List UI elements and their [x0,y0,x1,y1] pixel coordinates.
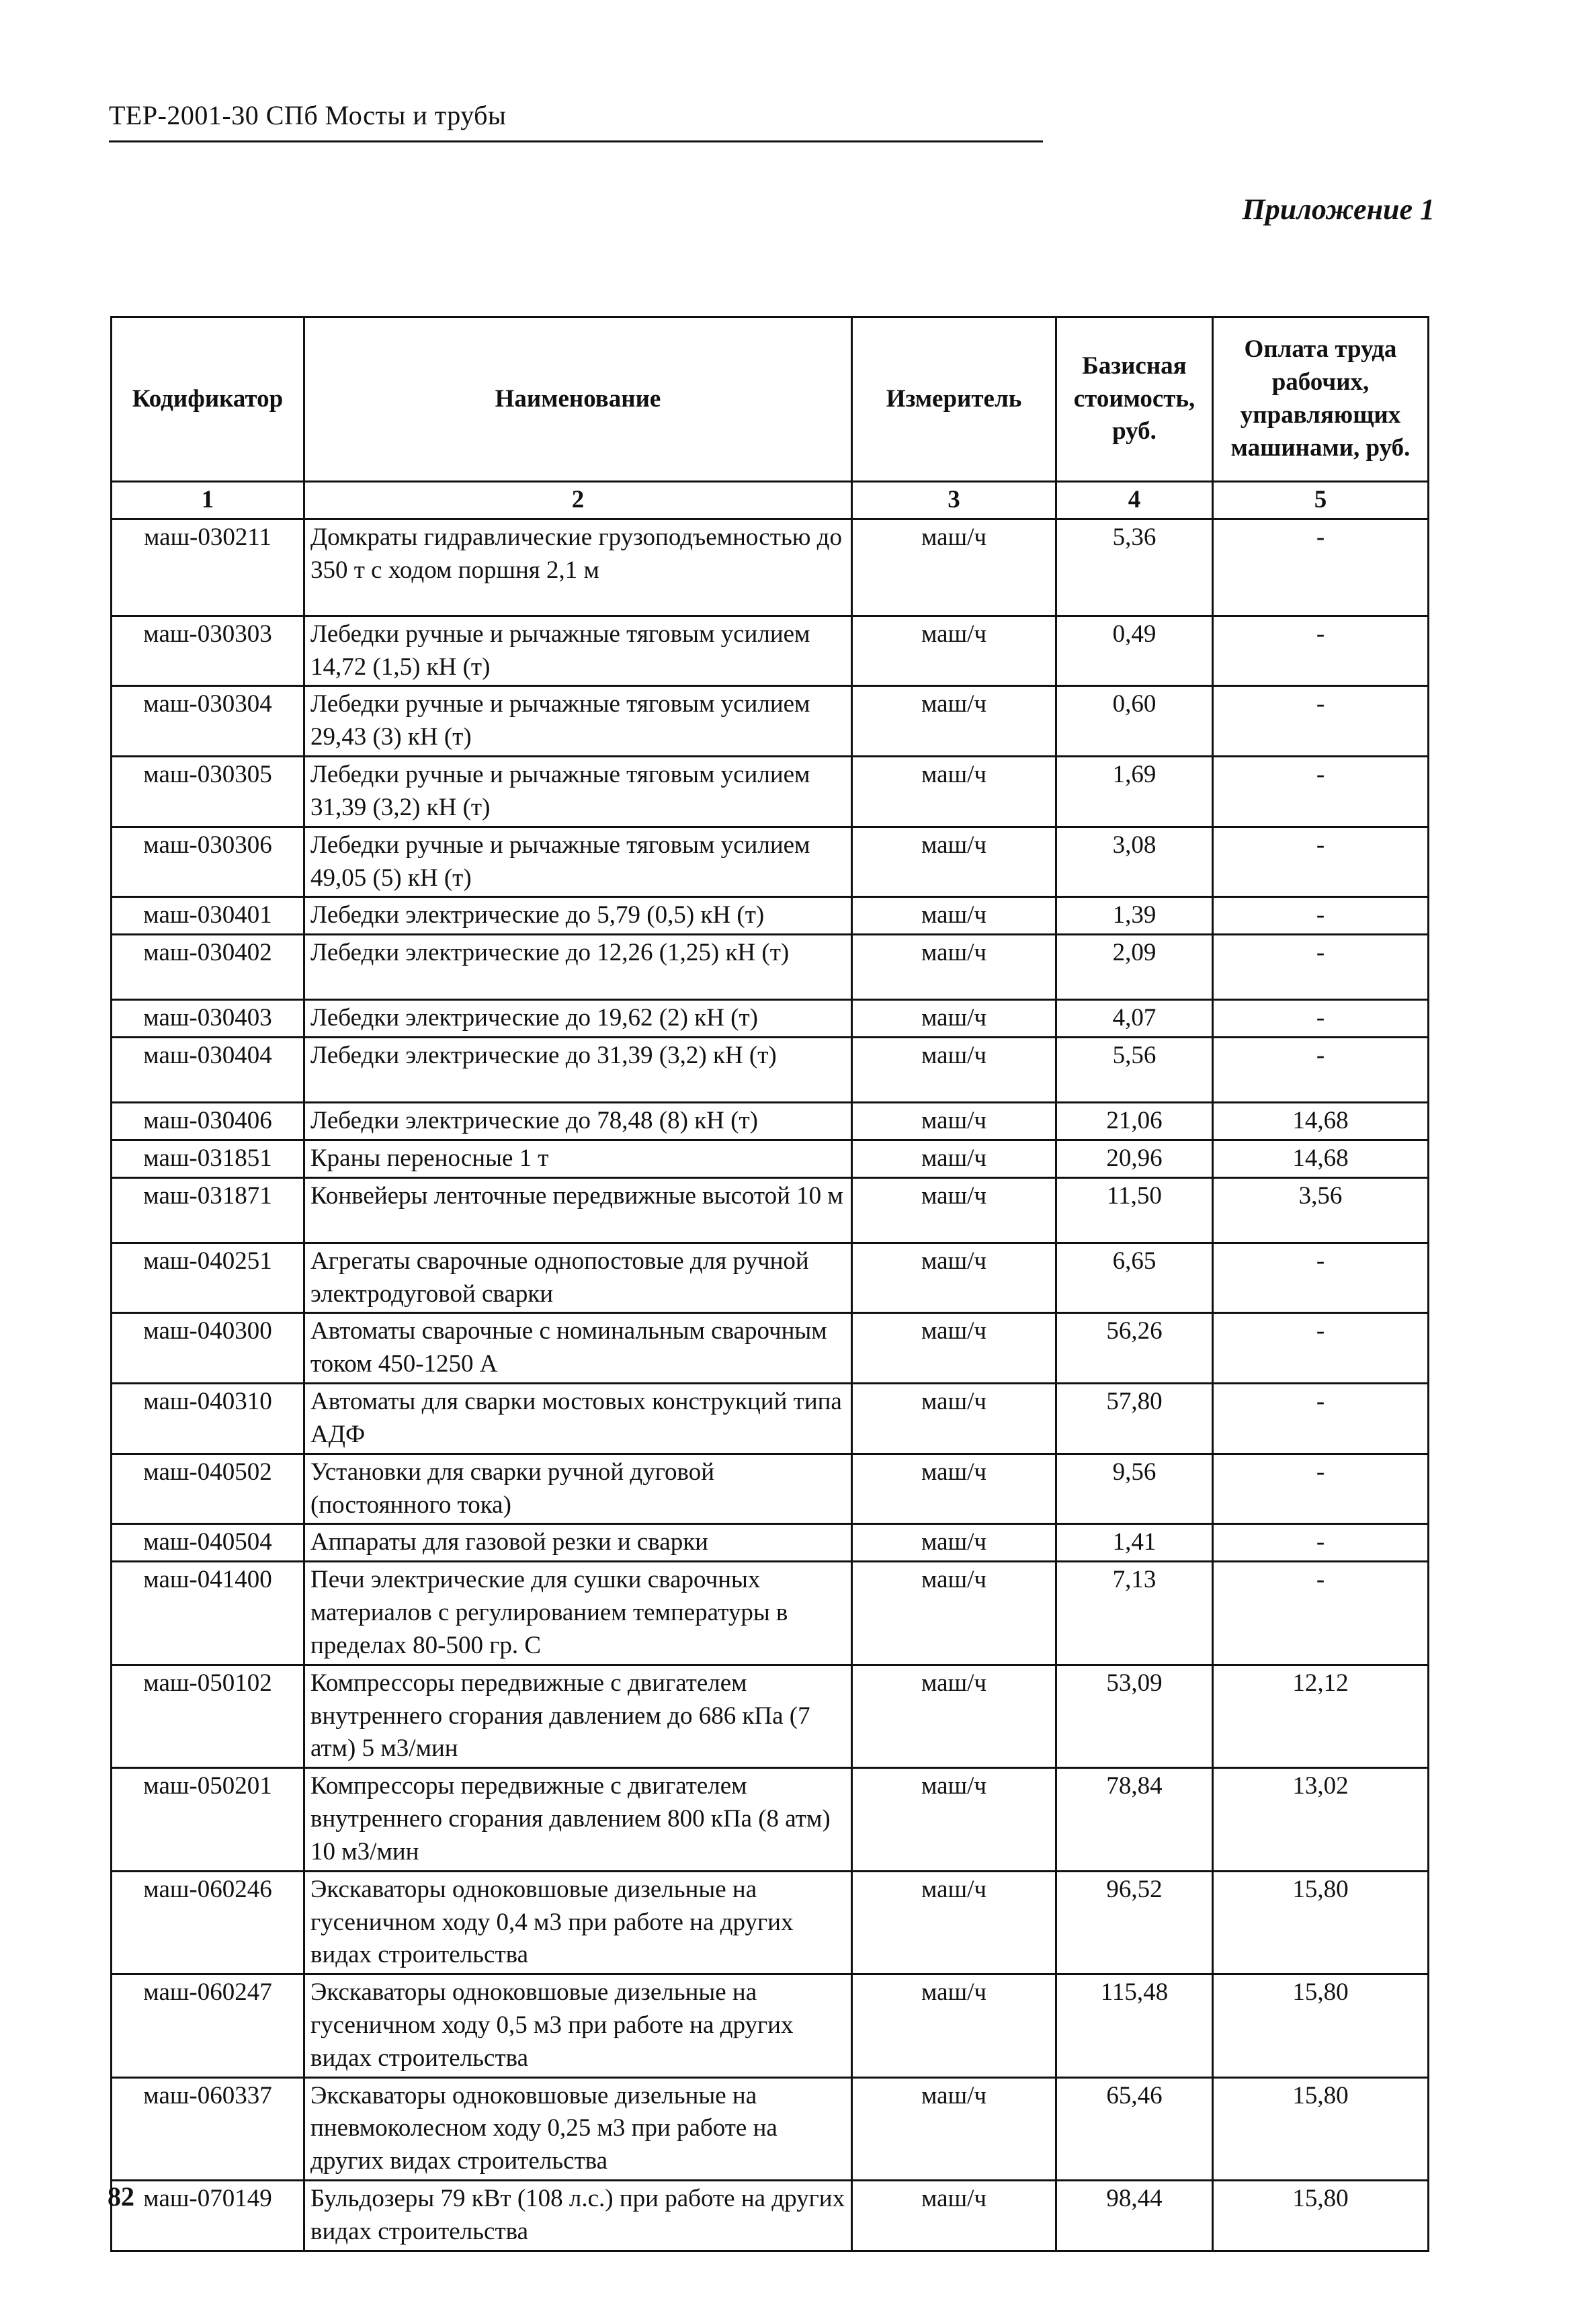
cell-wage: - [1213,1524,1429,1562]
cell-name: Компрессоры передвижные с двигателем внутреннего сгорания давлением 800 кПа (8 атм) 10 м3/мин [304,1768,852,1871]
cell-cost: 98,44 [1056,2181,1213,2251]
cell-wage: - [1213,757,1429,827]
cell-cost: 20,96 [1056,1140,1213,1177]
cell-name: Экскаваторы одноковшовые дизельные на пневмоколесном ходу 0,25 м3 при работе на других видах строительства [304,2077,852,2180]
cell-wage: - [1213,1000,1429,1038]
cell-unit: маш/ч [852,897,1056,935]
column-header-wage: Оплата труда рабочих, управляющих машинами, руб. [1213,317,1429,482]
column-number: 3 [852,482,1056,519]
column-header-name: Наименование [304,317,852,482]
cell-wage: - [1213,1038,1429,1103]
table-row [112,897,1429,935]
table-row [112,1243,1429,1313]
appendix-label: Приложение 1 [1242,193,1435,226]
cell-name: Лебедки ручные и рычажные тяговым усилием 29,43 (3) кН (т) [304,686,852,757]
cell-code: маш-031851 [112,1140,304,1177]
cell-unit: маш/ч [852,1562,1056,1665]
cell-name: Домкраты гидравлические грузоподъемностью до 350 т с ходом поршня 2,1 м [304,519,852,616]
cell-cost: 2,09 [1056,935,1213,1000]
cell-wage: 3,56 [1213,1177,1429,1243]
cell-code: маш-030406 [112,1103,304,1140]
cell-wage: 15,80 [1213,1974,1429,2077]
cell-name: Экскаваторы одноковшовые дизельные на гусеничном ходу 0,5 м3 при работе на других видах строительства [304,1974,852,2077]
cell-unit: маш/ч [852,827,1056,897]
cell-name: Лебедки ручные и рычажные тяговым усилием 49,05 (5) кН (т) [304,827,852,897]
table-row [112,1454,1429,1524]
cell-unit: маш/ч [852,1038,1056,1103]
cell-wage: - [1213,897,1429,935]
table-row [112,827,1429,897]
cell-wage: 15,80 [1213,2181,1429,2251]
cell-wage: - [1213,1562,1429,1665]
cell-cost: 65,46 [1056,2077,1213,2180]
column-number: 2 [304,482,852,519]
cell-wage: 13,02 [1213,1768,1429,1871]
cell-unit: маш/ч [852,1871,1056,1974]
table-row [112,935,1429,1000]
cell-code: маш-050102 [112,1665,304,1767]
cell-cost: 53,09 [1056,1665,1213,1767]
table-column-numbers-row [112,482,1429,519]
table-row [112,1768,1429,1871]
cell-code: маш-030211 [112,519,304,616]
table-row [112,1562,1429,1665]
cell-code: маш-040504 [112,1524,304,1562]
cell-code: маш-050201 [112,1768,304,1871]
cell-unit: маш/ч [852,1000,1056,1038]
cell-cost: 6,65 [1056,1243,1213,1313]
cell-unit: маш/ч [852,1768,1056,1871]
cell-name: Автоматы для сварки мостовых конструкций типа АДФ [304,1384,852,1454]
table-row [112,2077,1429,2180]
cell-unit: маш/ч [852,2077,1056,2180]
cell-name: Печи электрические для сушки сварочных материалов с регулированием температуры в пределах 80-500 гр. С [304,1562,852,1665]
cell-cost: 5,56 [1056,1038,1213,1103]
cell-unit: маш/ч [852,1665,1056,1767]
cell-name: Бульдозеры 79 кВт (108 л.с.) при работе на других видах строительства [304,2181,852,2251]
cell-name: Автоматы сварочные с номинальным сварочным током 450-1250 А [304,1313,852,1384]
cell-unit: маш/ч [852,1140,1056,1177]
table-row [112,2181,1429,2251]
cell-wage: - [1213,1454,1429,1524]
cell-unit: маш/ч [852,1177,1056,1243]
cell-cost: 0,60 [1056,686,1213,757]
column-header-code: Кодификатор [112,317,304,482]
table-row [112,1140,1429,1177]
table-row [112,1974,1429,2077]
table-row [112,1000,1429,1038]
cell-code: маш-030304 [112,686,304,757]
cell-wage: - [1213,1384,1429,1454]
cell-name: Краны переносные 1 т [304,1140,852,1177]
cell-code: маш-040251 [112,1243,304,1313]
cell-wage: - [1213,935,1429,1000]
cell-wage: - [1213,1313,1429,1384]
table-row [112,686,1429,757]
cell-code: маш-060246 [112,1871,304,1974]
cell-unit: маш/ч [852,1103,1056,1140]
cell-cost: 9,56 [1056,1454,1213,1524]
cell-wage: 14,68 [1213,1140,1429,1177]
cell-unit: маш/ч [852,935,1056,1000]
cell-code: маш-040310 [112,1384,304,1454]
cell-code: маш-030403 [112,1000,304,1038]
cell-cost: 11,50 [1056,1177,1213,1243]
cell-name: Лебедки электрические до 5,79 (0,5) кН (т) [304,897,852,935]
cell-code: маш-041400 [112,1562,304,1665]
table-row [112,1038,1429,1103]
cell-cost: 4,07 [1056,1000,1213,1038]
table-row [112,1313,1429,1384]
cell-unit: маш/ч [852,1313,1056,1384]
cell-code: маш-030402 [112,935,304,1000]
cell-cost: 115,48 [1056,1974,1213,2077]
cell-unit: маш/ч [852,686,1056,757]
cell-wage: 15,80 [1213,2077,1429,2180]
cell-code: маш-070149 [112,2181,304,2251]
cell-cost: 5,36 [1056,519,1213,616]
cell-name: Установки для сварки ручной дуговой (постоянного тока) [304,1454,852,1524]
table-row [112,1524,1429,1562]
cell-cost: 78,84 [1056,1768,1213,1871]
cell-name: Компрессоры передвижные с двигателем внутреннего сгорания давлением до 686 кПа (7 атм) 5 м3/мин [304,1665,852,1767]
cell-wage: 14,68 [1213,1103,1429,1140]
cell-wage: 12,12 [1213,1665,1429,1767]
cell-cost: 96,52 [1056,1871,1213,1974]
column-number: 5 [1213,482,1429,519]
cell-code: маш-060247 [112,1974,304,2077]
cell-unit: маш/ч [852,2181,1056,2251]
table-row [112,616,1429,686]
table-row [112,1103,1429,1140]
column-number: 4 [1056,482,1213,519]
cell-name: Лебедки электрические до 19,62 (2) кН (т) [304,1000,852,1038]
cell-cost: 57,80 [1056,1384,1213,1454]
cell-wage: - [1213,1243,1429,1313]
cell-code: маш-030306 [112,827,304,897]
table-row [112,1384,1429,1454]
cell-code: маш-040502 [112,1454,304,1524]
column-number: 1 [112,482,304,519]
column-header-unit: Измеритель [852,317,1056,482]
cell-unit: маш/ч [852,757,1056,827]
table-row [112,1177,1429,1243]
column-header-cost: Базисная стоимость, руб. [1056,317,1213,482]
cell-unit: маш/ч [852,1454,1056,1524]
cell-cost: 56,26 [1056,1313,1213,1384]
cell-cost: 3,08 [1056,827,1213,897]
cell-wage: - [1213,519,1429,616]
document-title: ТЕР-2001-30 СПб Мосты и трубы [109,100,507,130]
cell-wage: - [1213,616,1429,686]
cell-unit: маш/ч [852,616,1056,686]
cell-name: Лебедки ручные и рычажные тяговым усилием 31,39 (3,2) кН (т) [304,757,852,827]
cell-wage: - [1213,686,1429,757]
cell-code: маш-030404 [112,1038,304,1103]
cell-name: Лебедки ручные и рычажные тяговым усилием 14,72 (1,5) кН (т) [304,616,852,686]
machines-price-table [110,316,1429,2252]
cell-unit: маш/ч [852,1524,1056,1562]
cell-name: Аппараты для газовой резки и сварки [304,1524,852,1562]
table-row [112,1665,1429,1767]
cell-code: маш-040300 [112,1313,304,1384]
cell-cost: 0,49 [1056,616,1213,686]
cell-code: маш-030303 [112,616,304,686]
cell-unit: маш/ч [852,1974,1056,2077]
cell-code: маш-060337 [112,2077,304,2180]
cell-cost: 1,39 [1056,897,1213,935]
table-row [112,1871,1429,1974]
cell-unit: маш/ч [852,519,1056,616]
cell-cost: 7,13 [1056,1562,1213,1665]
cell-cost: 1,41 [1056,1524,1213,1562]
cell-cost: 21,06 [1056,1103,1213,1140]
header-divider [109,140,1043,142]
cell-name: Лебедки электрические до 78,48 (8) кН (т) [304,1103,852,1140]
cell-name: Лебедки электрические до 31,39 (3,2) кН (т) [304,1038,852,1103]
cell-wage: - [1213,827,1429,897]
cell-name: Конвейеры ленточные передвижные высотой 10 м [304,1177,852,1243]
cell-name: Экскаваторы одноковшовые дизельные на гусеничном ходу 0,4 м3 при работе на других видах строительства [304,1871,852,1974]
page-number: 82 [108,2181,134,2212]
table-row [112,519,1429,616]
table-header-row [112,317,1429,482]
cell-cost: 1,69 [1056,757,1213,827]
cell-unit: маш/ч [852,1384,1056,1454]
cell-wage: 15,80 [1213,1871,1429,1974]
cell-code: маш-030401 [112,897,304,935]
cell-unit: маш/ч [852,1243,1056,1313]
cell-code: маш-031871 [112,1177,304,1243]
cell-name: Лебедки электрические до 12,26 (1,25) кН (т) [304,935,852,1000]
table-row [112,757,1429,827]
cell-code: маш-030305 [112,757,304,827]
cell-name: Агрегаты сварочные однопостовые для ручной электродуговой сварки [304,1243,852,1313]
